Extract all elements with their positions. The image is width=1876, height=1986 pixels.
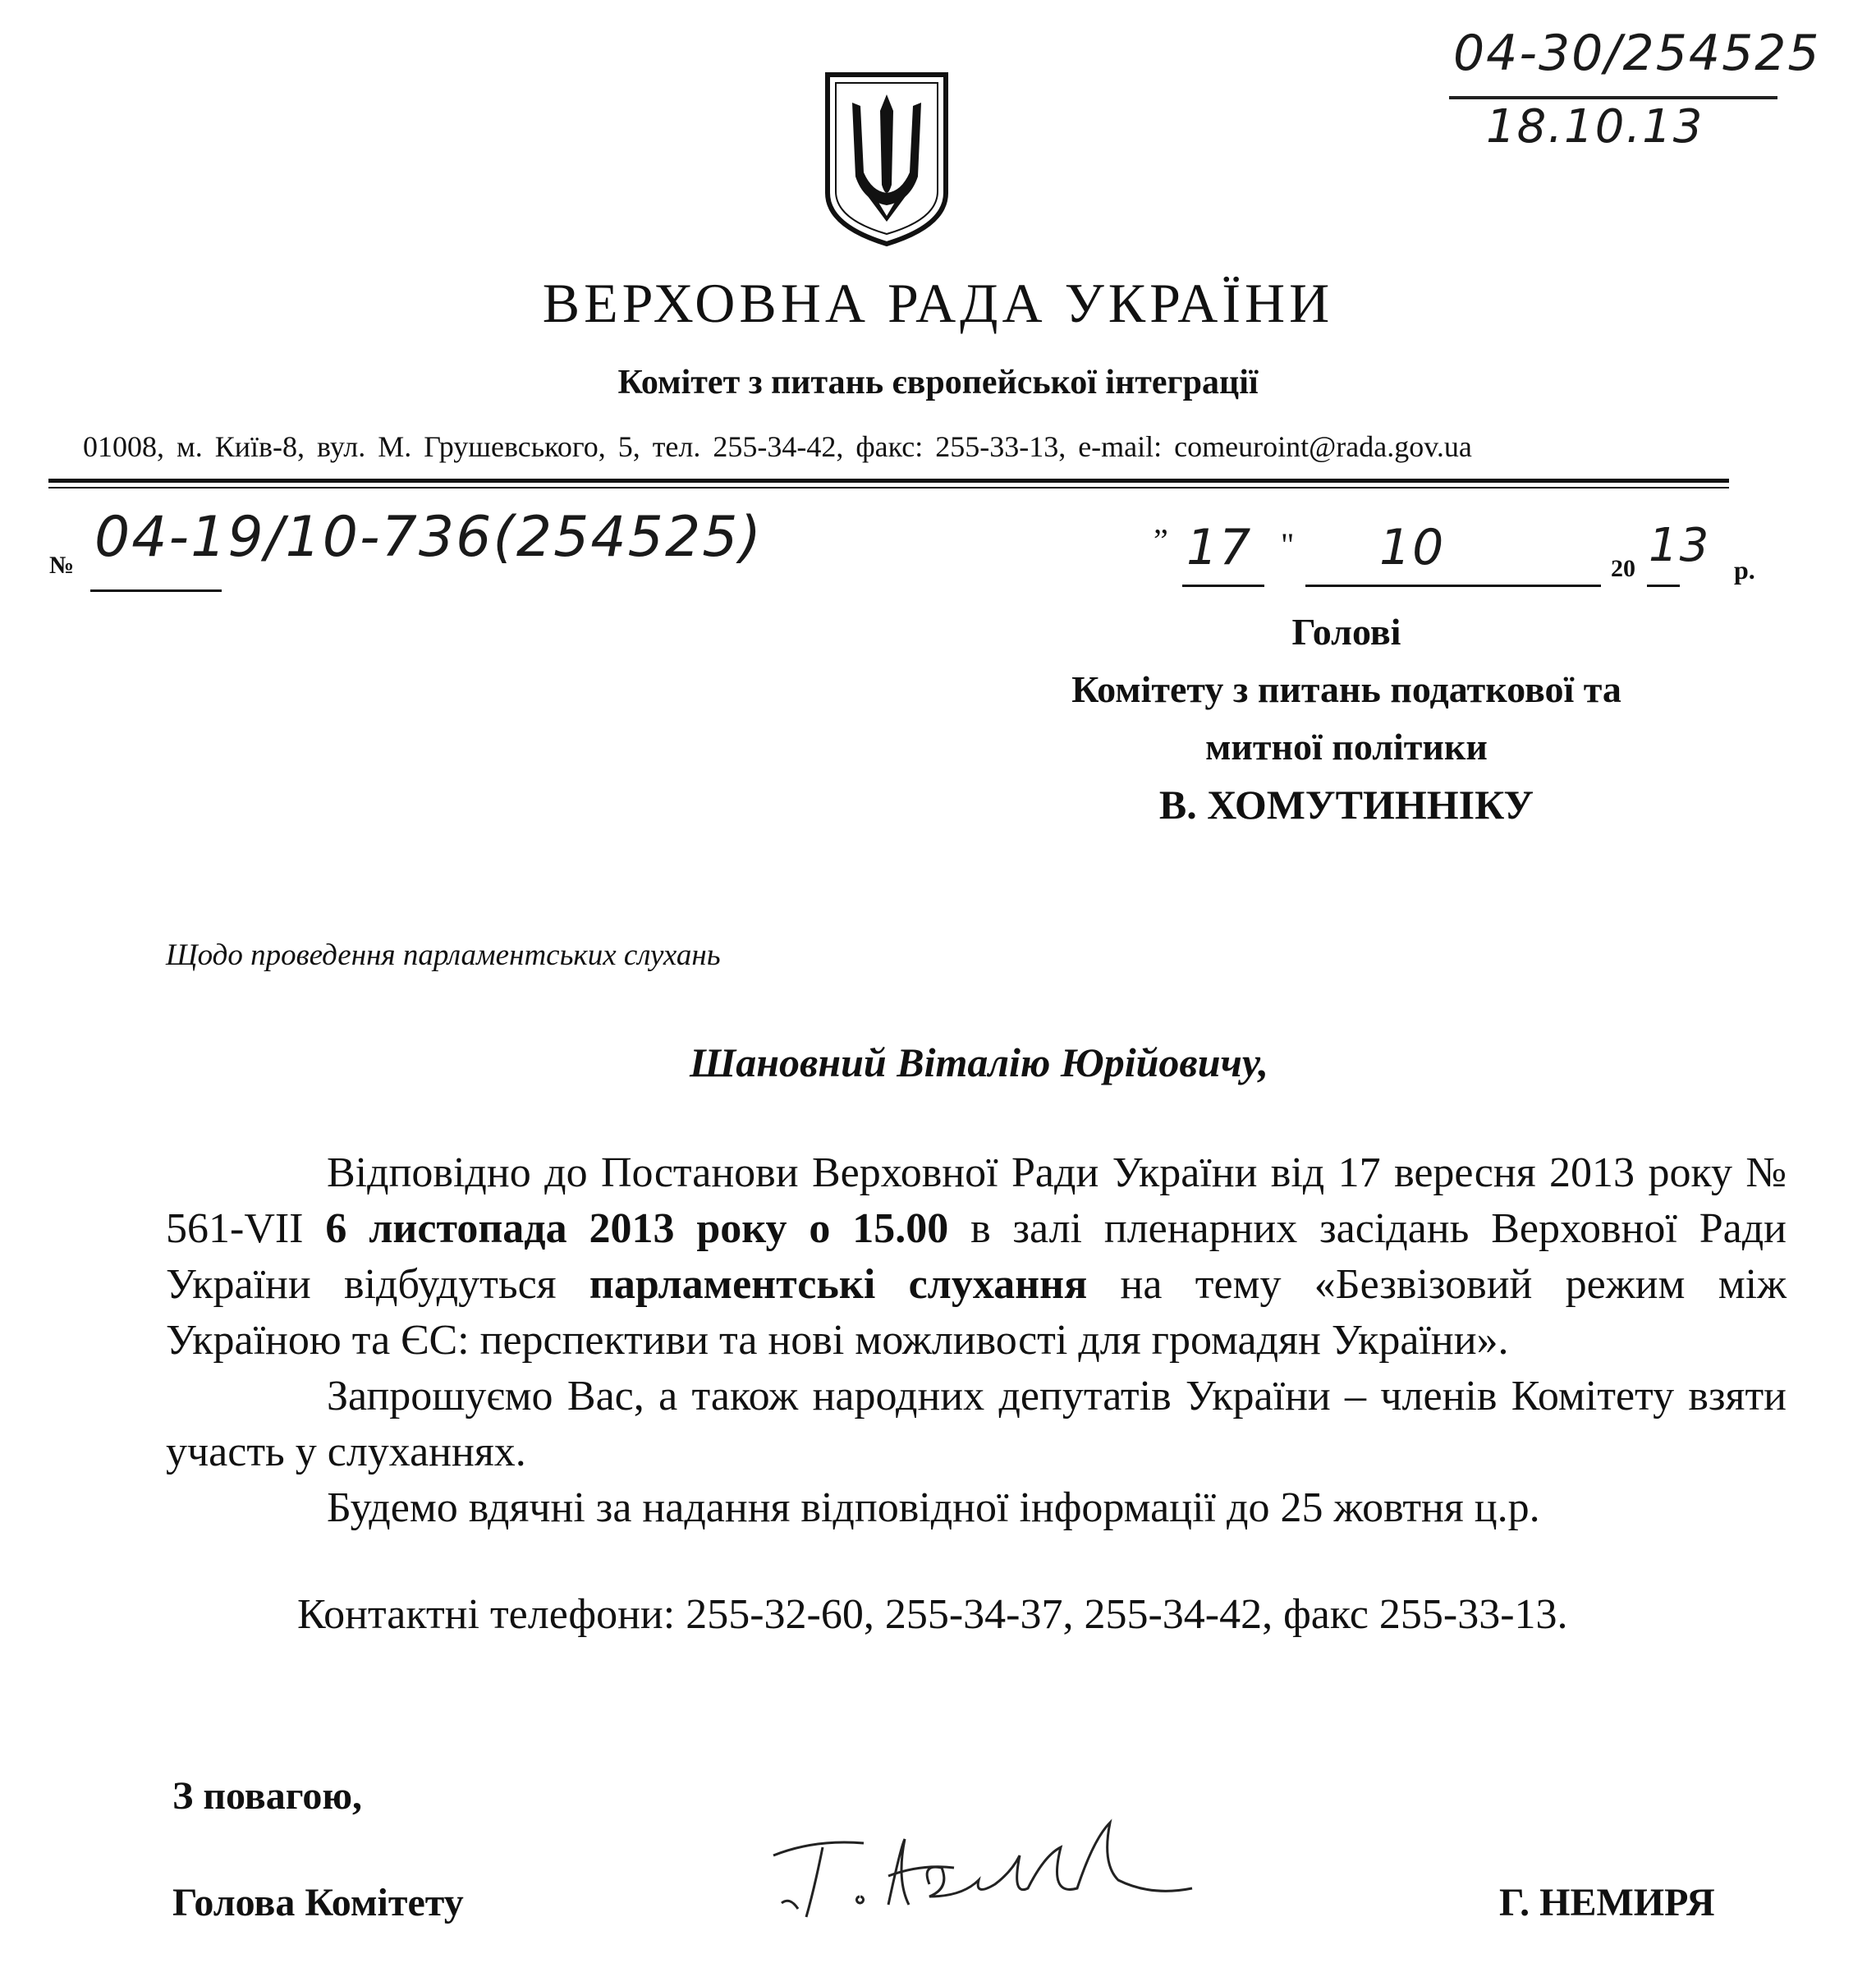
date-month: 10: [1379, 519, 1446, 576]
salutation: Шановний Віталію Юрійовичу,: [689, 1039, 1269, 1085]
registration-divider: [1449, 96, 1777, 99]
date-year: 13: [1649, 519, 1711, 572]
day-underline: [1182, 585, 1264, 587]
body-text: на тему «Безвізовий режим між Україною та ЄС: перспективи та нові можливості для громадян України».: [166, 1261, 1787, 1364]
letterhead-title: ВЕРХОВНА РАДА УКРАЇНИ: [542, 272, 1334, 334]
body-paragraph: Запрошуємо Вас, а також народних депутатів України – членів Комітету взяти участь у слуханнях.: [166, 1373, 1787, 1475]
letterhead-rule-thin: [48, 487, 1729, 488]
handwritten-signature: [765, 1806, 1225, 1929]
number-underline: [90, 589, 222, 592]
signer-position: Голова Комітету: [172, 1881, 464, 1924]
trident-coat-of-arms-icon: [823, 70, 951, 249]
contact-phones: Контактні телефони: 255-32-60, 255-34-37, 255-34-42, факс 255-33-13.: [297, 1591, 1568, 1638]
body-paragraph: Будемо вдячні за надання відповідної інформації до 25 жовтня ц.р.: [327, 1484, 1540, 1531]
addressee-line: Комітету з питань податкової та: [1071, 668, 1621, 710]
letterhead-address: 01008, м. Київ-8, вул. М. Грушевського, 5, тел. 255-34-42, факс: 255-33-13, e-mail: comeuroint@rada.gov.ua: [83, 430, 1472, 463]
addressee-line: Голові: [1291, 611, 1401, 653]
addressee-block: [936, 603, 1757, 833]
subject-line: Щодо проведення парламентських слухань: [166, 938, 721, 972]
body-paragraph: [166, 1145, 1787, 1369]
letterhead-rule: [48, 479, 1729, 483]
body-text: Відповідно до Постанови Верховної Ради України від 17 вересня 2013 року № 561-VII: [166, 1149, 1787, 1252]
date-open-quote: „: [1154, 503, 1168, 540]
addressee-line: митної політики: [1205, 726, 1488, 768]
signer-name: Г. НЕМИРЯ: [1499, 1881, 1715, 1924]
addressee-name: В. ХОМУТИННІКУ: [1158, 782, 1534, 828]
letterhead-subtitle: Комітет з питань європейської інтеграції: [617, 364, 1259, 401]
event-date: 6 листопада 2013 року о 15.00: [325, 1205, 949, 1252]
number-label: №: [49, 552, 75, 579]
outgoing-number: 04-19/10-736(254525): [94, 505, 763, 570]
year-underline: [1647, 585, 1680, 587]
closing: З повагою,: [172, 1774, 362, 1818]
letter-body: [166, 1145, 1787, 1643]
month-underline: [1305, 585, 1601, 587]
year-prefix: 20: [1611, 555, 1635, 582]
event-type: парламентські слухання: [589, 1261, 1088, 1308]
body-text: в залі пленарних засідань Верховної Ради України відбудуться: [166, 1205, 1787, 1308]
date-close-quote: ": [1281, 526, 1295, 563]
date-day: 17: [1186, 519, 1253, 576]
registration-date: 18.10.13: [1486, 100, 1704, 154]
year-suffix: р.: [1734, 555, 1755, 585]
registration-number: 04-30/254525: [1453, 25, 1821, 82]
